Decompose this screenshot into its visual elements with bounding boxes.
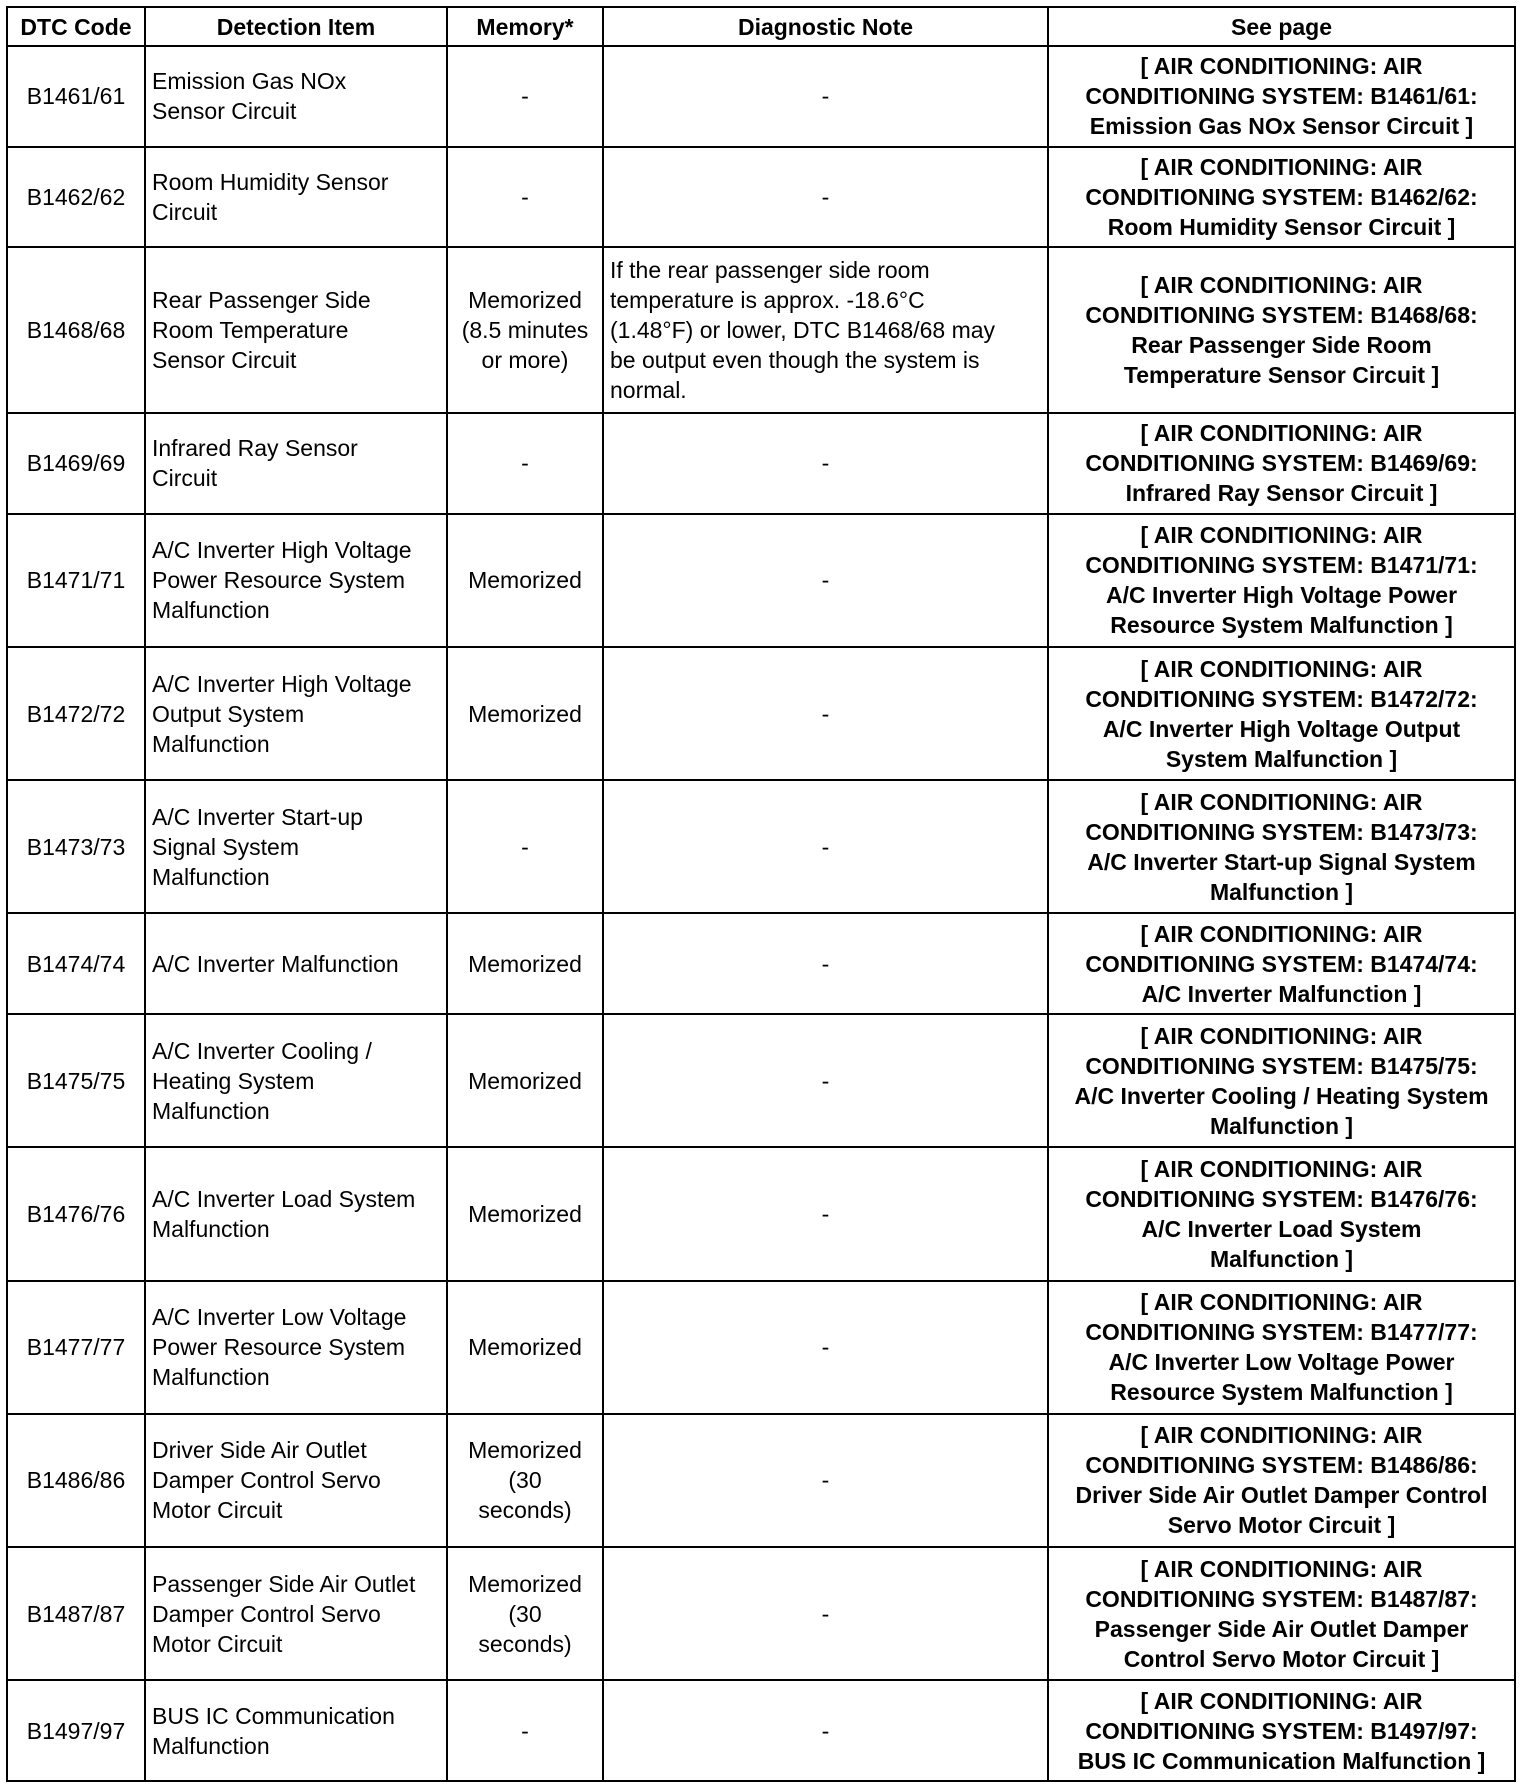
table-row bbox=[7, 913, 1515, 1014]
see-page-cell: [ AIR CONDITIONING: AIR CONDITIONING SYSTEM: B1497/97: BUS IC Communication Malfunction ] bbox=[1048, 1680, 1515, 1781]
table-row bbox=[7, 1547, 1515, 1680]
diagnostic-note-cell: - bbox=[603, 1547, 1048, 1680]
detection-item-cell: A/C Inverter High Voltage Output System Malfunction bbox=[145, 647, 447, 780]
diagnostic-note-cell: - bbox=[603, 647, 1048, 780]
dtc-code-cell: B1469/69 bbox=[7, 413, 145, 514]
memory-cell: - bbox=[447, 147, 603, 248]
memory-cell: Memorized bbox=[447, 514, 603, 647]
table-row bbox=[7, 1147, 1515, 1280]
diagnostic-note-cell: - bbox=[603, 46, 1048, 147]
see-page-cell: [ AIR CONDITIONING: AIR CONDITIONING SYSTEM: B1468/68: Rear Passenger Side Room Temperature Sensor Circuit ] bbox=[1048, 247, 1515, 413]
memory-cell: - bbox=[447, 413, 603, 514]
memory-cell: Memorized (30 seconds) bbox=[447, 1547, 603, 1680]
see-page-cell: [ AIR CONDITIONING: AIR CONDITIONING SYSTEM: B1487/87: Passenger Side Air Outlet Damper Control Servo Motor Circuit ] bbox=[1048, 1547, 1515, 1680]
table-row bbox=[7, 413, 1515, 514]
table-header-row bbox=[7, 7, 1515, 46]
see-page-cell: [ AIR CONDITIONING: AIR CONDITIONING SYSTEM: B1461/61: Emission Gas NOx Sensor Circuit ] bbox=[1048, 46, 1515, 147]
diagnostic-note-cell: - bbox=[603, 514, 1048, 647]
table-row bbox=[7, 247, 1515, 413]
dtc-code-cell: B1471/71 bbox=[7, 514, 145, 647]
dtc-code-cell: B1472/72 bbox=[7, 647, 145, 780]
see-page-cell: [ AIR CONDITIONING: AIR CONDITIONING SYSTEM: B1472/72: A/C Inverter High Voltage Output System Malfunction ] bbox=[1048, 647, 1515, 780]
diagnostic-note-cell: - bbox=[603, 913, 1048, 1014]
see-page-cell: [ AIR CONDITIONING: AIR CONDITIONING SYSTEM: B1471/71: A/C Inverter High Voltage Power Resource System Malfunction ] bbox=[1048, 514, 1515, 647]
dtc-code-cell: B1468/68 bbox=[7, 247, 145, 413]
diagnostic-note-cell: - bbox=[603, 1281, 1048, 1414]
memory-cell: - bbox=[447, 780, 603, 913]
dtc-code-cell: B1473/73 bbox=[7, 780, 145, 913]
detection-item-cell: Emission Gas NOx Sensor Circuit bbox=[145, 46, 447, 147]
diagnostic-note-cell: - bbox=[603, 1147, 1048, 1280]
dtc-code-cell: B1461/61 bbox=[7, 46, 145, 147]
table-row bbox=[7, 1414, 1515, 1547]
memory-cell: Memorized bbox=[447, 913, 603, 1014]
see-page-cell: [ AIR CONDITIONING: AIR CONDITIONING SYSTEM: B1473/73: A/C Inverter Start-up Signal System Malfunction ] bbox=[1048, 780, 1515, 913]
table-body bbox=[7, 46, 1515, 1781]
detection-item-cell: Driver Side Air Outlet Damper Control Servo Motor Circuit bbox=[145, 1414, 447, 1547]
table-row bbox=[7, 1281, 1515, 1414]
detection-item-cell: Room Humidity Sensor Circuit bbox=[145, 147, 447, 248]
detection-item-cell: A/C Inverter Load System Malfunction bbox=[145, 1147, 447, 1280]
table-row bbox=[7, 647, 1515, 780]
dtc-table bbox=[6, 6, 1516, 1782]
diagnostic-note-cell: If the rear passenger side room temperature is approx. -18.6°C (1.48°F) or lower, DTC B1468/68 may be output even though the system is normal. bbox=[603, 247, 1048, 413]
memory-cell: Memorized (30 seconds) bbox=[447, 1414, 603, 1547]
detection-item-cell: A/C Inverter Malfunction bbox=[145, 913, 447, 1014]
detection-item-cell: Rear Passenger Side Room Temperature Sensor Circuit bbox=[145, 247, 447, 413]
see-page-cell: [ AIR CONDITIONING: AIR CONDITIONING SYSTEM: B1469/69: Infrared Ray Sensor Circuit ] bbox=[1048, 413, 1515, 514]
dtc-code-cell: B1476/76 bbox=[7, 1147, 145, 1280]
detection-item-cell: Passenger Side Air Outlet Damper Control Servo Motor Circuit bbox=[145, 1547, 447, 1680]
detection-item-cell: Infrared Ray Sensor Circuit bbox=[145, 413, 447, 514]
dtc-code-cell: B1497/97 bbox=[7, 1680, 145, 1781]
see-page-cell: [ AIR CONDITIONING: AIR CONDITIONING SYSTEM: B1486/86: Driver Side Air Outlet Damper Control Servo Motor Circuit ] bbox=[1048, 1414, 1515, 1547]
memory-cell: - bbox=[447, 46, 603, 147]
detection-item-cell: A/C Inverter Cooling / Heating System Malfunction bbox=[145, 1014, 447, 1147]
dtc-code-cell: B1474/74 bbox=[7, 913, 145, 1014]
see-page-cell: [ AIR CONDITIONING: AIR CONDITIONING SYSTEM: B1475/75: A/C Inverter Cooling / Heating System Malfunction ] bbox=[1048, 1014, 1515, 1147]
table-row bbox=[7, 1014, 1515, 1147]
table-row bbox=[7, 1680, 1515, 1781]
memory-cell: Memorized bbox=[447, 1147, 603, 1280]
memory-cell: Memorized bbox=[447, 1014, 603, 1147]
see-page-cell: [ AIR CONDITIONING: AIR CONDITIONING SYSTEM: B1476/76: A/C Inverter Load System Malfunction ] bbox=[1048, 1147, 1515, 1280]
table-row bbox=[7, 780, 1515, 913]
diagnostic-note-cell: - bbox=[603, 147, 1048, 248]
see-page-cell: [ AIR CONDITIONING: AIR CONDITIONING SYSTEM: B1477/77: A/C Inverter Low Voltage Power Resource System Malfunction ] bbox=[1048, 1281, 1515, 1414]
see-page-cell: [ AIR CONDITIONING: AIR CONDITIONING SYSTEM: B1474/74: A/C Inverter Malfunction ] bbox=[1048, 913, 1515, 1014]
header-memory: Memory* bbox=[447, 7, 603, 46]
memory-cell: Memorized bbox=[447, 647, 603, 780]
memory-cell: Memorized (8.5 minutes or more) bbox=[447, 247, 603, 413]
see-page-cell: [ AIR CONDITIONING: AIR CONDITIONING SYSTEM: B1462/62: Room Humidity Sensor Circuit ] bbox=[1048, 147, 1515, 248]
dtc-code-cell: B1462/62 bbox=[7, 147, 145, 248]
diagnostic-note-cell: - bbox=[603, 1414, 1048, 1547]
dtc-code-cell: B1486/86 bbox=[7, 1414, 145, 1547]
header-detection-item: Detection Item bbox=[145, 7, 447, 46]
diagnostic-note-cell: - bbox=[603, 413, 1048, 514]
detection-item-cell: A/C Inverter Start-up Signal System Malfunction bbox=[145, 780, 447, 913]
table-row bbox=[7, 147, 1515, 248]
header-see-page: See page bbox=[1048, 7, 1515, 46]
memory-cell: Memorized bbox=[447, 1281, 603, 1414]
header-dtc-code: DTC Code bbox=[7, 7, 145, 46]
table-row bbox=[7, 46, 1515, 147]
table-row bbox=[7, 514, 1515, 647]
detection-item-cell: BUS IC Communication Malfunction bbox=[145, 1680, 447, 1781]
dtc-code-cell: B1477/77 bbox=[7, 1281, 145, 1414]
header-diagnostic-note: Diagnostic Note bbox=[603, 7, 1048, 46]
dtc-code-cell: B1487/87 bbox=[7, 1547, 145, 1680]
diagnostic-note-cell: - bbox=[603, 1680, 1048, 1781]
dtc-code-cell: B1475/75 bbox=[7, 1014, 145, 1147]
diagnostic-note-cell: - bbox=[603, 780, 1048, 913]
diagnostic-note-cell: - bbox=[603, 1014, 1048, 1147]
detection-item-cell: A/C Inverter Low Voltage Power Resource System Malfunction bbox=[145, 1281, 447, 1414]
memory-cell: - bbox=[447, 1680, 603, 1781]
detection-item-cell: A/C Inverter High Voltage Power Resource System Malfunction bbox=[145, 514, 447, 647]
